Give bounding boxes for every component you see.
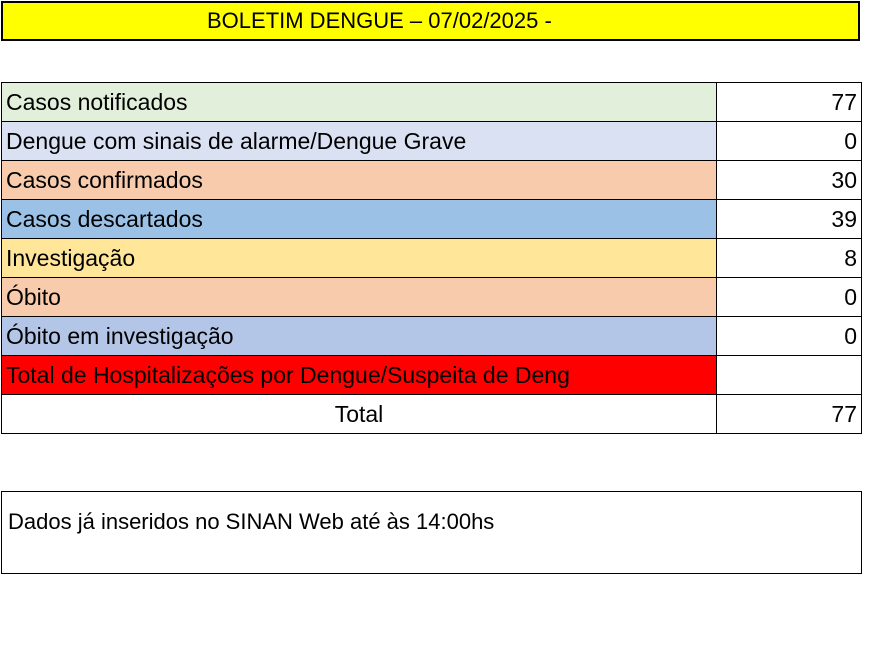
row-label-investigation: Investigação (2, 239, 717, 278)
table-row (2, 356, 862, 395)
dengue-statistics-table (1, 82, 862, 434)
row-label-hospitalizations: Total de Hospitalizações por Dengue/Suspeita de Deng (2, 356, 717, 395)
row-value-discarded-cases: 39 (717, 200, 862, 239)
report-title-bar (1, 1, 860, 41)
row-label-deaths: Óbito (2, 278, 717, 317)
row-value-notified-cases: 77 (717, 83, 862, 122)
row-label-notified-cases: Casos notificados (2, 83, 717, 122)
table-row (2, 122, 862, 161)
row-value-hospitalizations (717, 356, 862, 395)
total-label: Total (2, 395, 717, 434)
total-row (2, 395, 862, 434)
table-row (2, 278, 862, 317)
row-value-deaths-under-investigation: 0 (717, 317, 862, 356)
row-value-deaths: 0 (717, 278, 862, 317)
table-row (2, 83, 862, 122)
table-row (2, 161, 862, 200)
table-row (2, 239, 862, 278)
table-row (2, 317, 862, 356)
row-label-deaths-under-investigation: Óbito em investigação (2, 317, 717, 356)
data-entry-note (1, 491, 862, 574)
table-row (2, 200, 862, 239)
row-value-investigation: 8 (717, 239, 862, 278)
row-value-confirmed-cases: 30 (717, 161, 862, 200)
report-title: BOLETIM DENGUE – 07/02/2025 - (207, 8, 552, 33)
total-value: 77 (717, 395, 862, 434)
row-value-alarm-signs: 0 (717, 122, 862, 161)
data-entry-note-text: Dados já inseridos no SINAN Web até às 14:00hs (8, 509, 495, 534)
row-label-discarded-cases: Casos descartados (2, 200, 717, 239)
row-label-alarm-signs: Dengue com sinais de alarme/Dengue Grave (2, 122, 717, 161)
row-label-confirmed-cases: Casos confirmados (2, 161, 717, 200)
